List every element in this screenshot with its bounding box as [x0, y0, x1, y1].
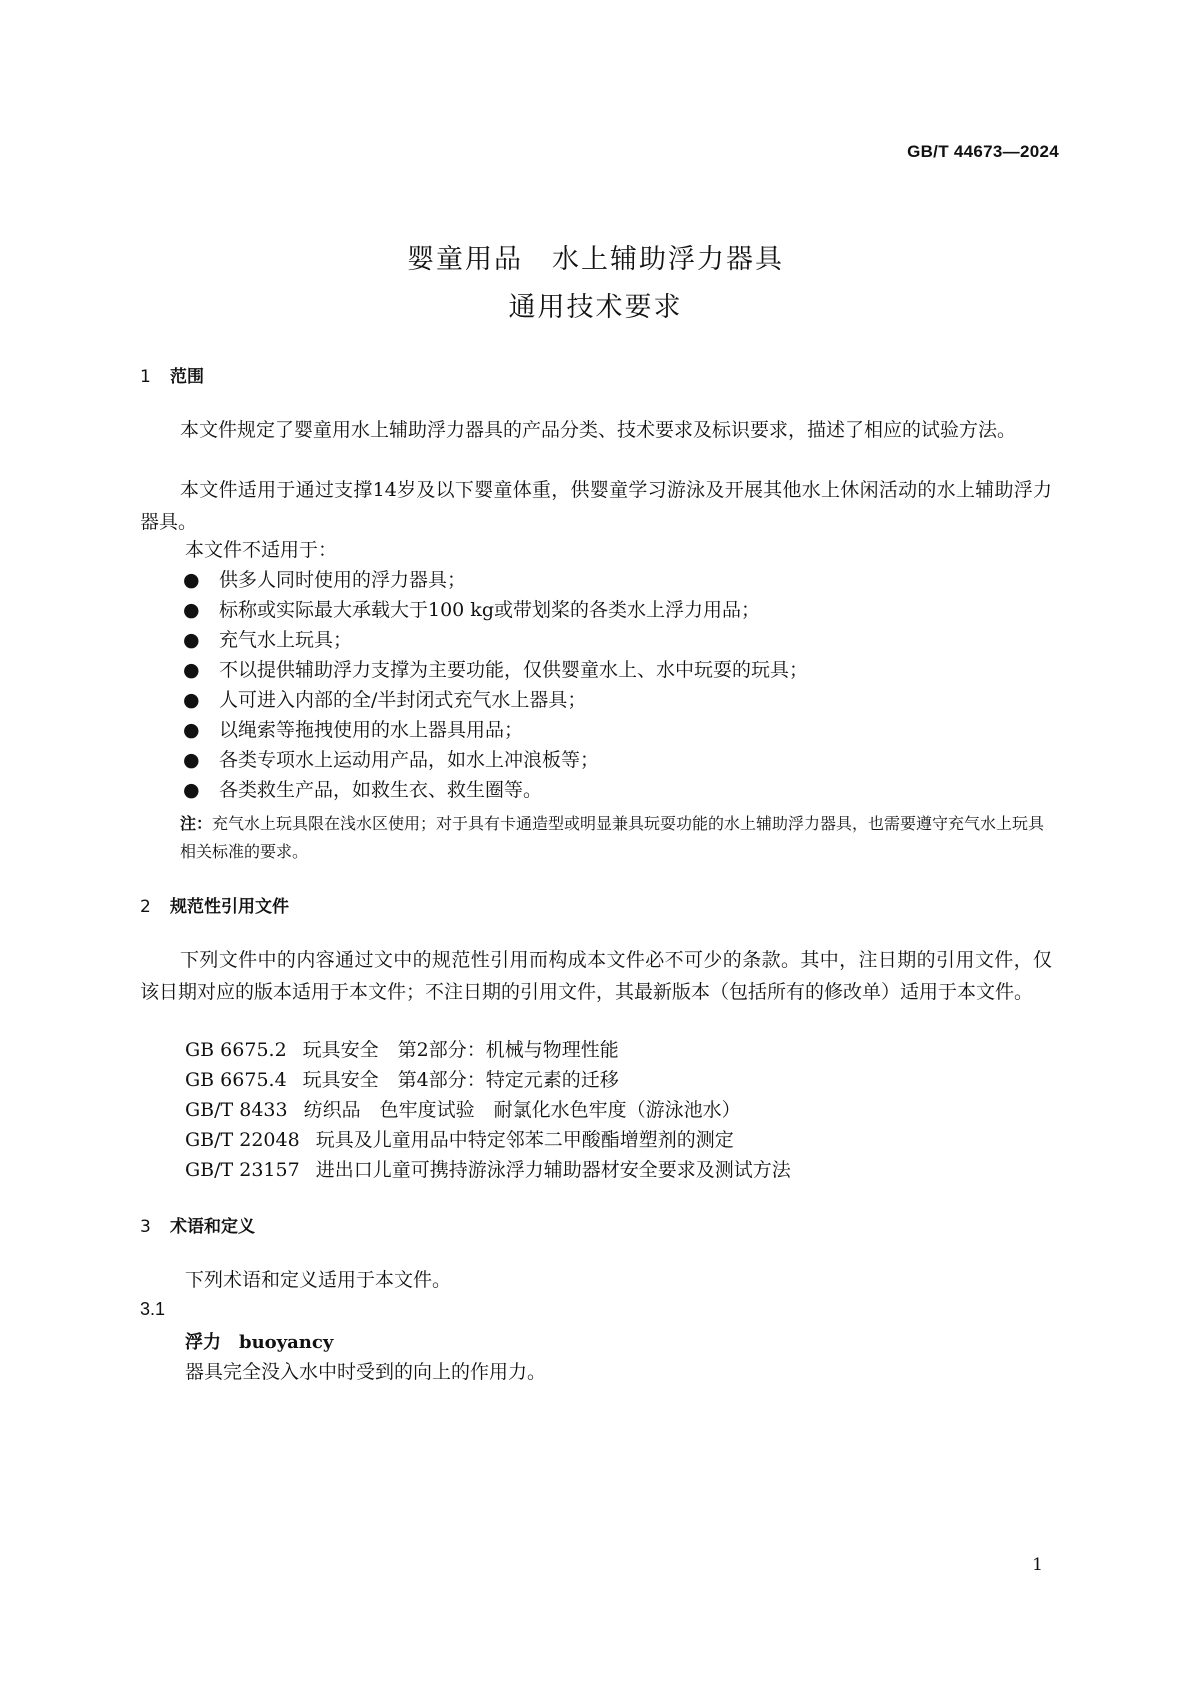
section-1-heading: 1 范围 [140, 367, 204, 387]
standard-number: GB/T 44673—2024 [907, 142, 1059, 161]
note-text: 充气水上玩具限在浅水区使用；对于具有卡通造型或明显兼具玩耍功能的水上辅助浮力器具，也需要遵守充气水上玩具相关标准的要求。 [180, 814, 1045, 861]
list-item: ● 人可进入内部的全/半封闭式充气水上器具； [183, 689, 587, 711]
title-line-2: 通用技术要求 [508, 292, 683, 323]
section-1-para-1: 本文件规定了婴童用水上辅助浮力器具的产品分类、技术要求及标识要求，描述了相应的试验方法。 [180, 419, 1017, 441]
list-item: ● 标称或实际最大承载大于100 kg或带划桨的各类水上浮力用品； [183, 599, 760, 621]
section-1-note [180, 810, 1052, 866]
reference-item: GB/T 23157 进出口儿童可携持游泳浮力辅助器材安全要求及测试方法 [185, 1159, 791, 1181]
list-item: ● 各类专项水上运动用产品，如水上冲浪板等； [183, 749, 600, 771]
term-chinese: 浮力 [185, 1332, 221, 1353]
term-entry [185, 1328, 333, 1354]
reference-item: GB/T 22048 玩具及儿童用品中特定邻苯二甲酸酯增塑剂的测定 [185, 1129, 734, 1151]
list-item: ● 供多人同时使用的浮力器具； [183, 569, 467, 591]
term-definition: 器具完全没入水中时受到的向上的作用力。 [185, 1361, 547, 1383]
list-item: ● 以绳索等拖拽使用的水上器具用品； [183, 719, 524, 741]
section-3-para: 下列术语和定义适用于本文件。 [185, 1269, 452, 1291]
section-1-para-2: 本文件适用于通过支撑14岁及以下婴童体重，供婴童学习游泳及开展其他水上休闲活动的水上辅助浮力器具。 [140, 479, 1052, 533]
reference-item: GB/T 8433 纺织品 色牢度试验 耐氯化水色牢度（游泳池水） [185, 1099, 741, 1121]
reference-item: GB 6675.2 玩具安全 第2部分：机械与物理性能 [185, 1039, 619, 1061]
list-item: ● 不以提供辅助浮力支撑为主要功能，仅供婴童水上、水中玩耍的玩具； [183, 659, 809, 681]
list-item: ● 充气水上玩具； [183, 629, 353, 651]
reference-item: GB 6675.4 玩具安全 第4部分：特定元素的迁移 [185, 1069, 619, 1091]
term-number: 3.1 [140, 1299, 166, 1319]
document-title [0, 236, 1191, 332]
term-english: buoyancy [239, 1332, 334, 1353]
section-1-para-3: 本文件不适用于： [185, 539, 338, 561]
title-line-1: 婴童用品 水上辅助浮力器具 [407, 244, 784, 275]
page-number: 1 [1032, 1555, 1043, 1575]
list-item: ● 各类救生产品，如救生衣、救生圈等。 [183, 779, 543, 801]
section-2-para: 下列文件中的内容通过文中的规范性引用而构成本文件必不可少的条款。其中，注日期的引用文件，仅该日期对应的版本适用于本文件；不注日期的引用文件，其最新版本（包括所有的修改单）适用于本文件。 [140, 949, 1052, 1003]
section-3-heading: 3 术语和定义 [140, 1217, 255, 1237]
note-label: 注： [180, 814, 213, 833]
section-2-heading: 2 规范性引用文件 [140, 897, 289, 917]
